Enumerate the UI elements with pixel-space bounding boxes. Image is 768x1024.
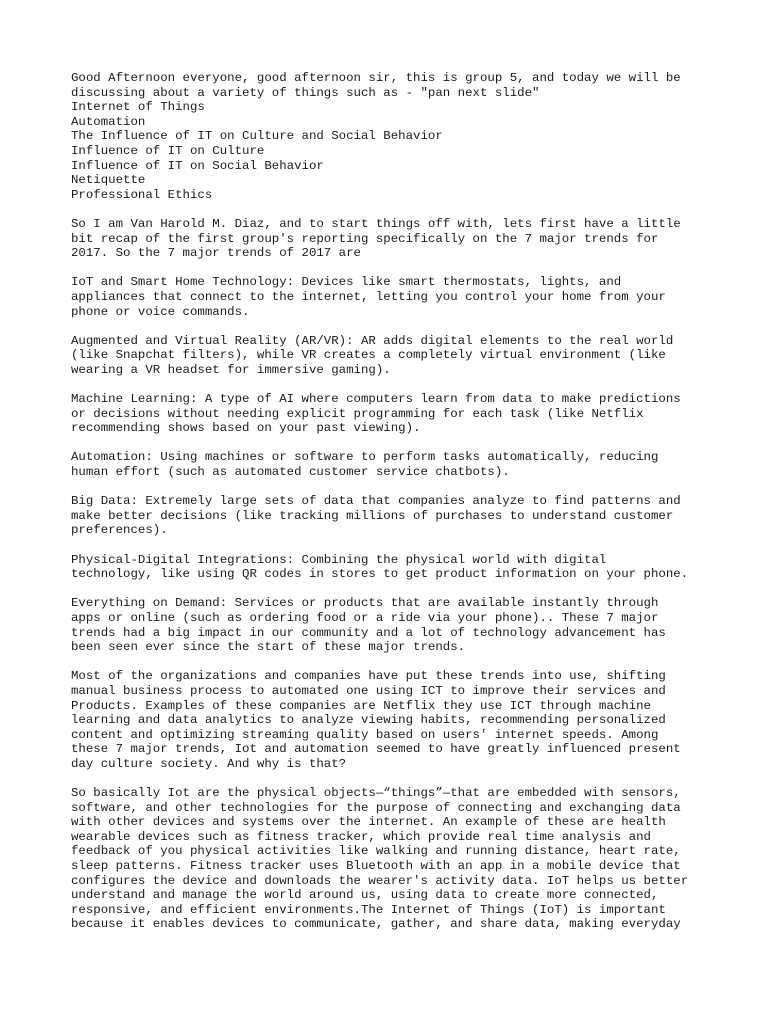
text-line: sleep patterns. Fitness tracker uses Bluetooth with an app in a mobile device that — [71, 859, 681, 874]
text-line: make better decisions (like tracking millions of purchases to understand customer — [71, 508, 674, 523]
automation-paragraph — [71, 450, 711, 479]
text-line: content and optimizing streaming quality based on users' internet speeds. Among — [71, 727, 659, 742]
text-line: human effort (such as automated customer service chatbots). — [71, 465, 510, 480]
intro-paragraph — [71, 71, 711, 202]
text-line: or decisions without needing explicit programming for each task (like Netflix — [71, 406, 644, 421]
text-line: learning and data analytics to analyze viewing habits, recommending personalized — [71, 713, 666, 728]
text-line: phone or voice commands. — [71, 304, 250, 319]
text-line: Most of the organizations and companies have put these trends into use, shifting — [71, 669, 666, 684]
text-line: software, and other technologies for the purpose of connecting and exchanging data — [71, 800, 681, 815]
big-data-paragraph — [71, 494, 711, 538]
text-line: feedback of you physical activities like walking and running distance, heart rate, — [71, 844, 681, 859]
machine-learning-paragraph — [71, 392, 711, 436]
text-line: because it enables devices to communicate, gather, and share data, making everyday — [71, 917, 681, 932]
text-line: Influence of IT on Social Behavior — [71, 158, 324, 173]
text-line: understand and manage the world around us, using data to create more connected, — [71, 888, 659, 903]
text-line: responsive, and efficient environments.The Internet of Things (IoT) is important — [71, 902, 666, 917]
text-line: day culture society. And why is that? — [71, 756, 347, 771]
text-line: Machine Learning: A type of AI where computers learn from data to make predictions — [71, 392, 681, 407]
text-line: with other devices and systems over the internet. An example of these are health — [71, 815, 666, 830]
text-line: Automation — [71, 114, 146, 129]
document-page — [71, 71, 711, 947]
iot-explained-paragraph — [71, 786, 711, 932]
iot-smart-home-paragraph — [71, 275, 711, 319]
text-line: Physical-Digital Integrations: Combining the physical world with digital — [71, 552, 607, 567]
text-line: wearing a VR headset for immersive gaming). — [71, 362, 391, 377]
text-line: bit recap of the first group's reporting specifically on the 7 major trends for — [71, 231, 659, 246]
text-line: recommending shows based on your past viewing). — [71, 421, 421, 436]
text-line: 2017. So the 7 major trends of 2017 are — [71, 246, 361, 261]
text-line: appliances that connect to the internet, letting you control your home from your — [71, 289, 666, 304]
text-line: Professional Ethics — [71, 187, 213, 202]
text-line: technology, like using QR codes in stores to get product information on your phone. — [71, 567, 689, 582]
text-line: manual business process to automated one using ICT to improve their services and — [71, 683, 666, 698]
text-line: Internet of Things — [71, 100, 205, 115]
text-line: Influence of IT on Culture — [71, 143, 265, 158]
text-line: The Influence of IT on Culture and Social Behavior — [71, 129, 443, 144]
text-line: Products. Examples of these companies are Netflix they use ICT through machine — [71, 698, 651, 713]
text-line: Augmented and Virtual Reality (AR/VR): AR adds digital elements to the real world — [71, 333, 674, 348]
text-line: Everything on Demand: Services or products that are available instantly through — [71, 596, 659, 611]
physical-digital-paragraph — [71, 553, 711, 582]
text-line: configures the device and downloads the wearer's activity data. IoT helps us better — [71, 873, 689, 888]
text-line: IoT and Smart Home Technology: Devices like smart thermostats, lights, and — [71, 275, 622, 290]
text-line: So basically Iot are the physical objects—“things”—that are embedded with sensors, — [71, 786, 681, 801]
text-line: wearable devices such as fitness tracker, which provide real time analysis and — [71, 829, 651, 844]
text-line: preferences). — [71, 523, 168, 538]
text-line: Automation: Using machines or software to perform tasks automatically, reducing — [71, 450, 659, 465]
text-line: Netiquette — [71, 173, 146, 188]
organizations-paragraph — [71, 669, 711, 771]
text-line: (like Snapchat filters), while VR creates a completely virtual environment (like — [71, 348, 666, 363]
text-line: Big Data: Extremely large sets of data that companies analyze to find patterns and — [71, 494, 681, 509]
everything-on-demand-paragraph — [71, 596, 711, 654]
recap-paragraph — [71, 217, 711, 261]
text-line: So I am Van Harold M. Diaz, and to start things off with, lets first have a little — [71, 216, 681, 231]
text-line: discussing about a variety of things such as - "pan next slide" — [71, 85, 540, 100]
text-line: Good Afternoon everyone, good afternoon sir, this is group 5, and today we will be — [71, 71, 681, 85]
text-line: trends had a big impact in our community and a lot of technology advancement has — [71, 625, 666, 640]
text-line: apps or online (such as ordering food or a ride via your phone).. These 7 major — [71, 610, 659, 625]
ar-vr-paragraph — [71, 334, 711, 378]
text-line: been seen ever since the start of these major trends. — [71, 640, 466, 655]
text-line: these 7 major trends, Iot and automation seemed to have greatly influenced present — [71, 742, 681, 757]
